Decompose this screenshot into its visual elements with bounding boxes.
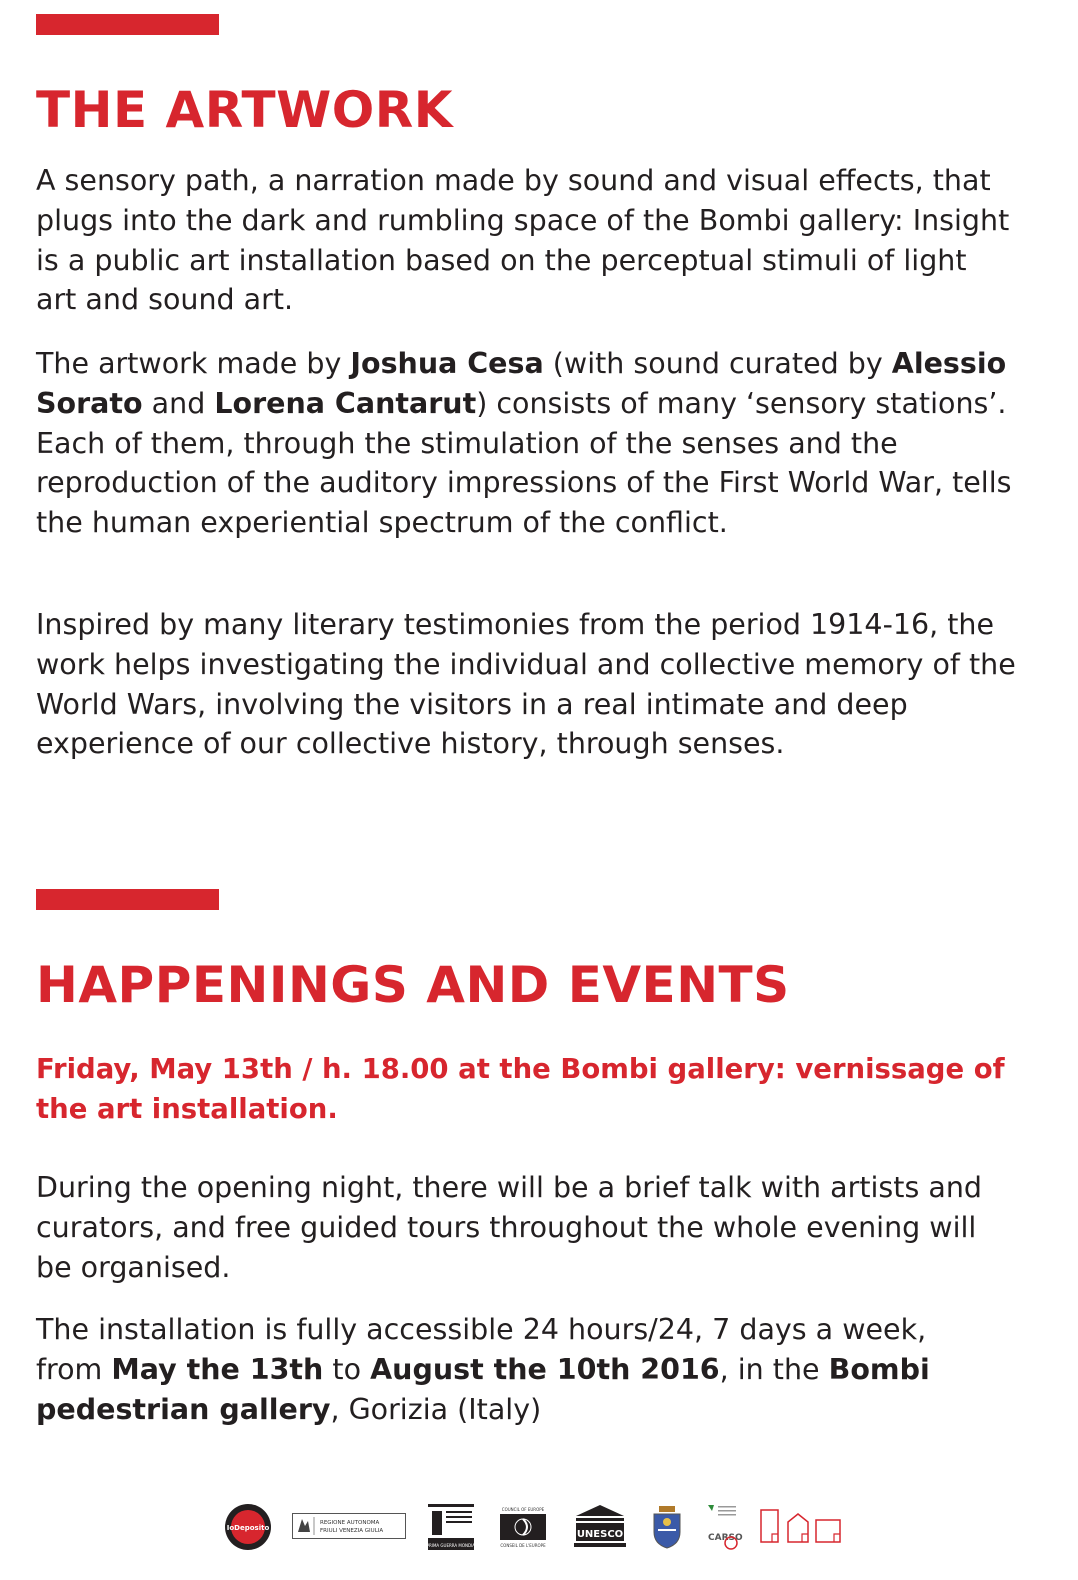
centenario-logo	[399, 1502, 503, 1552]
events-p2-text-2: to	[323, 1352, 371, 1386]
venue-name: Bombi pedestrian gallery	[36, 1352, 930, 1426]
regione-line-1: REGIONE AUTONOMA	[320, 1520, 380, 1526]
curator-name-lorena-cantarut: Lorena Cantarut	[214, 386, 477, 420]
gorizia-crest-logo	[650, 1504, 684, 1550]
end-date: August the 10th 2016	[370, 1352, 720, 1386]
council-of-europe-logo	[498, 1505, 548, 1549]
red-houses-logo	[758, 1506, 844, 1546]
council-top-text: COUNCIL OF EUROPE	[501, 1507, 545, 1512]
events-paragraph-2	[36, 1310, 996, 1429]
events-p2-text-4: , Gorizia (Italy)	[330, 1392, 542, 1426]
artwork-title: THE ARTWORK	[36, 81, 453, 139]
carso-text: CARSO	[708, 1533, 743, 1543]
council-bottom-text: CONSEIL DE L'EUROPE	[500, 1543, 546, 1548]
regione-line-2: FRIULI VENEZIA GIULIA	[320, 1528, 384, 1534]
iodeposito-text: IoDeposito	[226, 1524, 270, 1532]
events-p2-text-1: The installation is fully accessible 24 hours/24, 7 days a week, from	[36, 1313, 927, 1386]
artwork-paragraph-3: Inspired by many literary testimonies from the period 1914-16, the work helps investigating the individual and collective memory of the World Wars, involving the visitors in a real intimate and deep experience of our collective history, through senses.	[36, 608, 1016, 761]
artist-name-joshua-cesa: Joshua Cesa	[350, 347, 544, 380]
unesco-logo	[572, 1502, 628, 1550]
carso-logo	[704, 1502, 743, 1552]
section-divider-artwork	[36, 14, 219, 35]
artwork-p2-text-4: ) consists of many ‘sensory stations’. Each of them, through the stimulation of the senses and the reproduction of the auditory impressions of the First World War, tells the human experiential spectrum of the conflict.	[36, 386, 1012, 540]
iodeposito-logo	[224, 1503, 272, 1551]
start-date: May the 13th	[111, 1352, 324, 1386]
artwork-p2-text-2: (with sound curated by	[543, 347, 892, 380]
events-p2-text-3: , in the	[719, 1352, 829, 1386]
regione-fvg-logo	[292, 1513, 406, 1539]
artwork-p2-text-3: and	[142, 386, 215, 420]
artwork-paragraph-1: A sensory path, a narration made by sound and visual effects, that plugs into the dark and rumbling space of the Bombi gallery: Insight is a public art installation based on the perceptual stimuli of light art and sound art.	[36, 164, 1010, 317]
unesco-text: UNESCO	[576, 1529, 624, 1540]
events-subtitle: Friday, May 13th / h. 18.00 at the Bombi gallery: vernissage of the art installation.	[36, 1053, 1005, 1125]
centenario-text: CENTENARIO PRIMA GUERRA MONDIALE 2014-2018	[399, 1543, 503, 1548]
sponsor-logos	[220, 1498, 860, 1556]
events-paragraph-1: During the opening night, there will be a brief talk with artists and curators, and free guided tours throughout the whole evening will be organised.	[36, 1171, 982, 1284]
artwork-p2-text-1: The artwork made by	[36, 347, 351, 380]
section-divider-events	[36, 889, 219, 910]
events-title: HAPPENINGS AND EVENTS	[36, 956, 790, 1014]
curator-name-alessio-sorato: Alessio Sorato	[36, 347, 1007, 420]
artwork-paragraph-2	[36, 344, 1046, 543]
